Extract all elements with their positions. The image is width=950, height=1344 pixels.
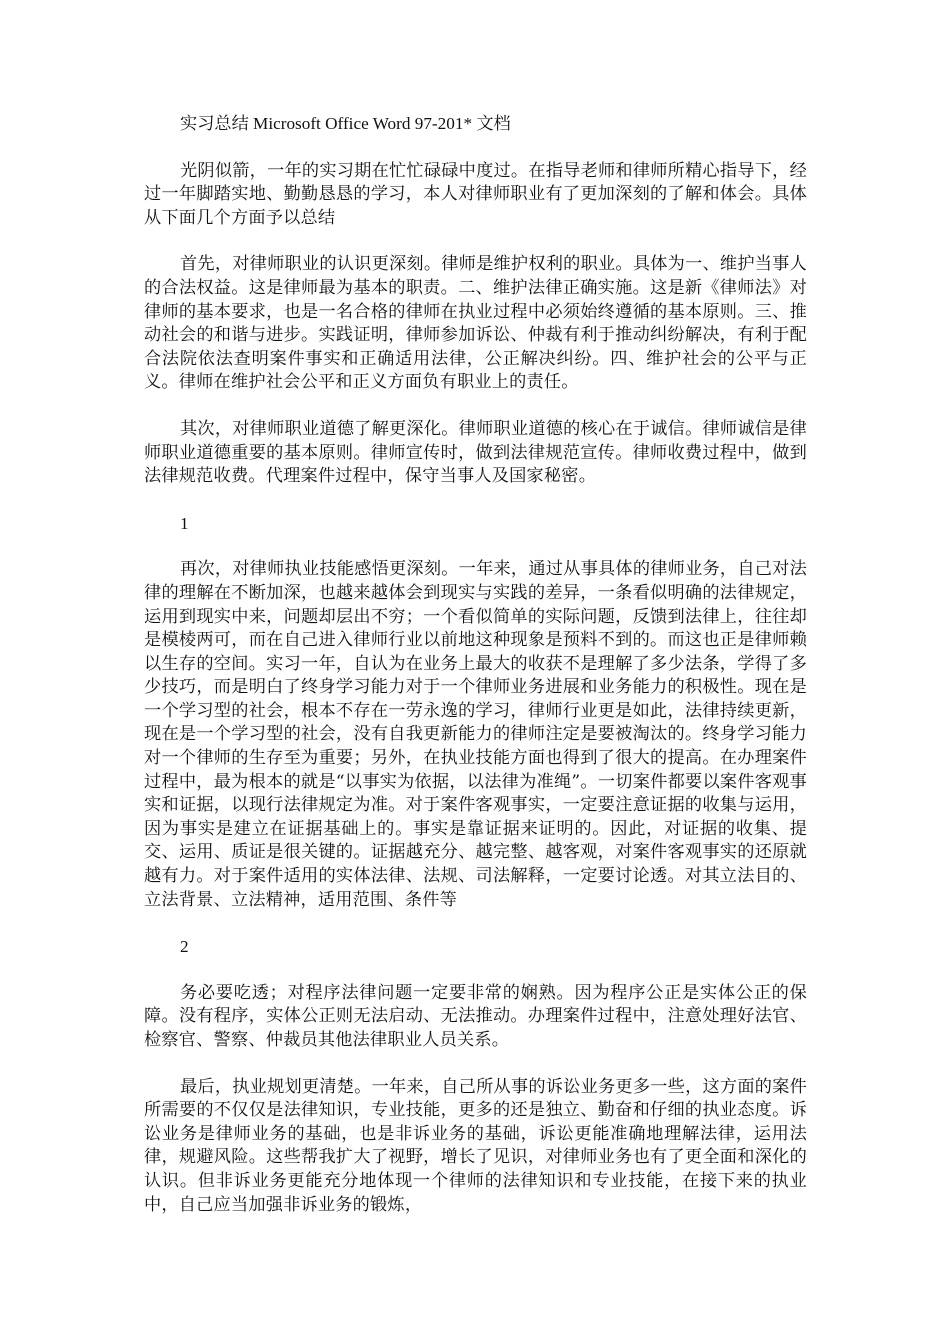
document-page xyxy=(144,112,807,1217)
paragraph-second: 其次，对律师职业道德了解更深化。律师职业道德的核心在于诚信。律师诚信是律师职业道德重要的基本原则。律师宣传时，做到法律规范宣传。律师收费过程中，做到法律规范收费。代理案件过程中，保守当事人及国家秘密。 xyxy=(144,418,807,487)
document-title: 实习总结 Microsoft Office Word 97-201* 文档 xyxy=(180,114,511,133)
paragraph-fourth: 务必要吃透；对程序法律问题一定要非常的娴熟。因为程序公正是实体公正的保障。没有程序，实体公正则无法启动、无法推动。办理案件过程中，注意处理好法官、检察官、警察、仲裁员其他法律职业人员关系。 xyxy=(144,982,807,1050)
page-number-2: 2 xyxy=(180,937,189,957)
paragraph-third: 再次，对律师执业技能感悟更深刻。一年来，通过从事具体的律师业务，自己对法律的理解在不断加深，也越来越体会到现实与实践的差异，一条看似明确的法律规定，运用到现实中来，问题却层出不穷；一个看似简单的实际问题，反馈到法律上，往往却是模棱两可，而在自己进入律师行业以前地这种现象是预料不到的。而这也正是律师赖以生存的空间。实习一年，自认为在业务上最大的收获不是理解了多少法条，学得了多少技巧，而是明白了终身学习能力对于一个律师业务进展和业务能力的积极性。现在是一个学习型的社会，根本不存在一劳永逸的学习，律师行业更是如此，法律持续更新，现在是一个学习型的社会，没有自我更新能力的律师注定是要被淘汰的。终身学习能力对一个律师的生存至为重要；另外，在执业技能方面也得到了很大的提高。在办理案件过程中，最为根本的就是“以事实为依据，以法律为准绳”。一切案件都要以案件客观事实和证据，以现行法律规定为准。对于案件客观事实，一定要注意证据的收集与运用，因为事实是建立在证据基础上的。事实是靠证据来证明的。因此，对证据的收集、提交、运用、质证是很关键的。证据越充分、越完整、越客观，对案件客观事实的还原就越有力。对于案件适用的实体法律、法规、司法解释，一定要讨论透。对其立法目的、立法背景、立法精神，适用范围、条件等 xyxy=(144,559,807,910)
paragraph-intro: 光阴似箭，一年的实习期在忙忙碌碌中度过。在指导老师和律师所精心指导下，经过一年脚踏实地、勤勤恳恳的学习，本人对律师职业有了更加深刻的了解和体会。具体从下面几个方面予以总结 xyxy=(144,160,807,228)
paragraph-last: 最后，执业规划更清楚。一年来，自己所从事的诉讼业务更多一些，这方面的案件所需要的不仅仅是法律知识，专业技能，更多的还是独立、勤奋和仔细的执业态度。诉讼业务是律师业务的基础，也是非诉业务的基础，诉讼更能准确地理解法律，运用法律，规避风险。这些帮我扩大了视野，增长了见识，对律师业务也有了更全面和深化的认识。但非诉业务更能充分地体现一个律师的法律知识和专业技能，在接下来的执业中，自己应当加强非诉业务的锻炼， xyxy=(144,1076,807,1215)
paragraph-first: 首先，对律师职业的认识更深刻。律师是维护权利的职业。具体为一、维护当事人的合法权益。这是律师最为基本的职责。二、维护法律正确实施。这是新《律师法》对律师的基本要求，也是一名合格的律师在执业过程中必须始终遵循的基本原则。三、推动社会的和谐与进步。实践证明，律师参加诉讼、仲裁有利于推动纠纷解决，有利于配合法院依法查明案件事实和正确适用法律，公正解决纠纷。四、维护社会的公平与正义。律师在维护社会公平和正义方面负有职业上的责任。 xyxy=(144,254,807,393)
page-number-1: 1 xyxy=(180,513,189,533)
